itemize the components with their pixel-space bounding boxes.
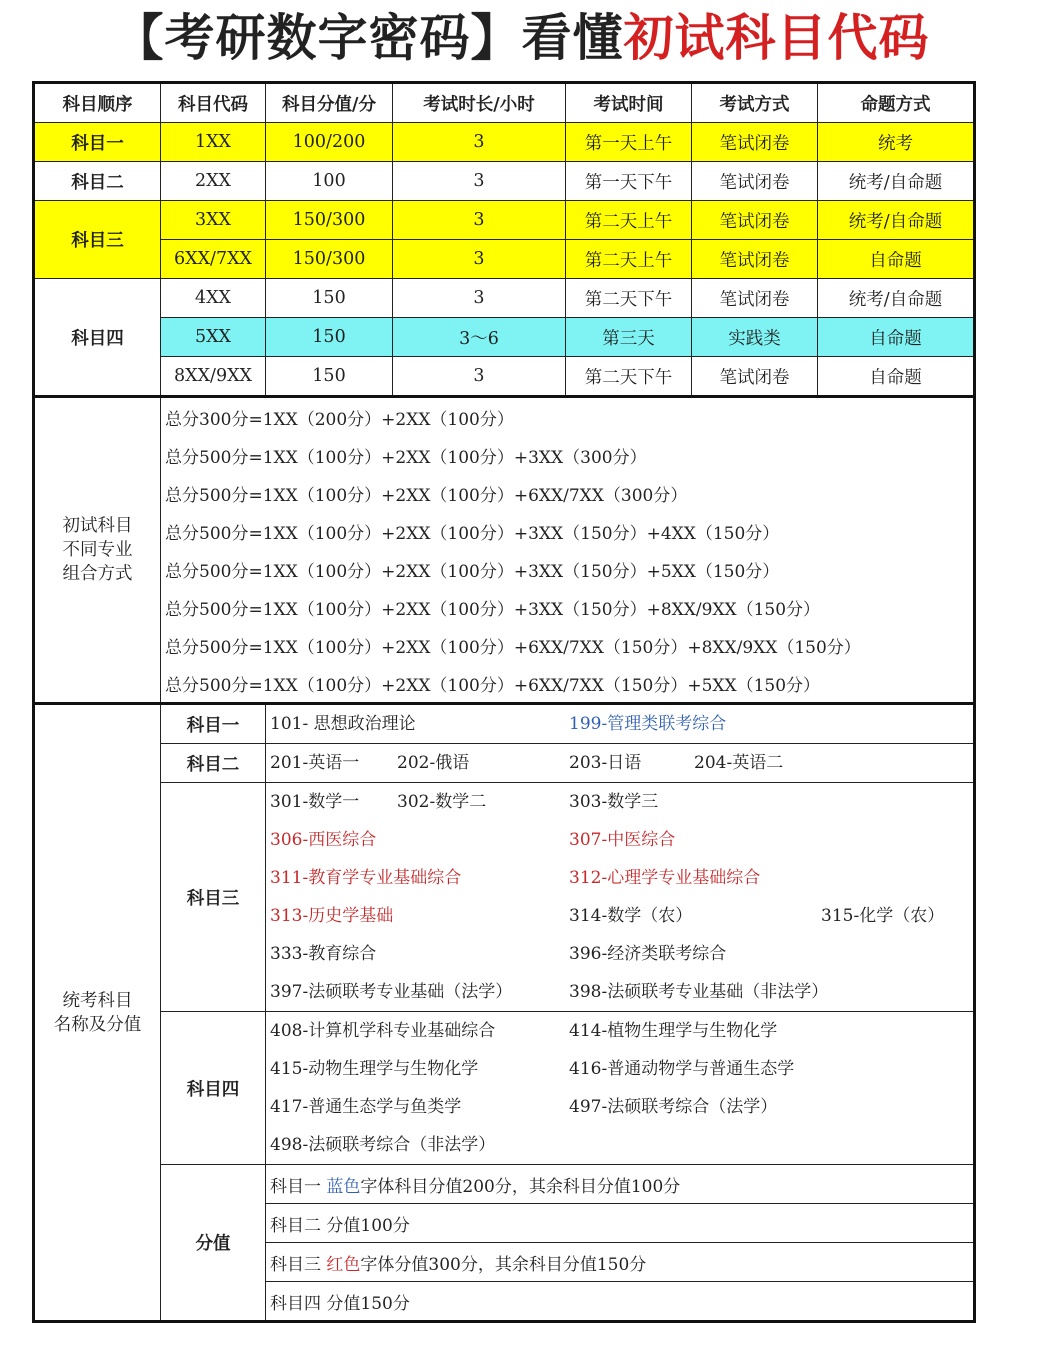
title-prefix: 【考研数字密码】看懂 — [113, 9, 624, 67]
subject-time: 第一天下午 — [566, 162, 692, 201]
combo-row — [34, 588, 975, 626]
header-time: 考试时间 — [566, 83, 692, 123]
exam-code-table — [32, 81, 976, 1323]
subject-code: 8XX/9XX — [161, 357, 266, 397]
course-item: 333-教育综合 — [270, 944, 377, 964]
subject-code: 5XX — [161, 318, 266, 357]
page-title — [0, 6, 1043, 70]
combo-item: 总分500分=1XX（100分）+2XX（100分）+6XX/7XX（150分）+8XX/9XX（150分） — [161, 626, 975, 664]
subject-duration: 3～6 — [393, 318, 566, 357]
unified-row — [34, 783, 975, 822]
unified-s3-row — [266, 897, 975, 935]
subject-duration: 3 — [393, 279, 566, 318]
unified-s3-row — [266, 973, 975, 1012]
unified-s1-label: 科目一 — [161, 704, 266, 744]
subject-proposition: 自命题 — [818, 318, 975, 357]
unified-s3-label: 科目三 — [161, 783, 266, 1012]
subject-mode: 笔试闭卷 — [692, 201, 818, 240]
subject-time: 第二天上午 — [566, 201, 692, 240]
course-item: 315-化学（农） — [821, 906, 945, 926]
score-row: 科目三 红色字体分值300分，其余科目分值150分 — [266, 1243, 975, 1282]
subject-code: 6XX/7XX — [161, 240, 266, 279]
unified-s4-row — [266, 1050, 975, 1088]
unified-s2-content — [266, 744, 975, 783]
table-row — [34, 201, 975, 240]
subject-code: 2XX — [161, 162, 266, 201]
subject-group: 科目一 — [34, 123, 161, 162]
unified-s3-row — [266, 821, 975, 859]
combo-row — [34, 626, 975, 664]
subject-group: 科目二 — [34, 162, 161, 201]
subject-code: 3XX — [161, 201, 266, 240]
subject-mode: 笔试闭卷 — [692, 357, 818, 397]
course-item: 498-法硕联考综合（非法学） — [270, 1135, 496, 1155]
unified-s3-row — [266, 859, 975, 897]
course-item: 202-俄语 — [397, 753, 470, 773]
table-header-row — [34, 83, 975, 123]
unified-row — [34, 704, 975, 744]
subject-proposition: 自命题 — [818, 357, 975, 397]
combo-item: 总分500分=1XX（100分）+2XX（100分）+6XX/7XX（300分） — [161, 474, 975, 512]
header-code: 科目代码 — [161, 83, 266, 123]
subject-duration: 3 — [393, 357, 566, 397]
subject-score: 150 — [266, 279, 393, 318]
subject-duration: 3 — [393, 240, 566, 279]
subject-proposition: 统考 — [818, 123, 975, 162]
course-item: 314-数学（农） — [569, 906, 693, 926]
subject-score: 150 — [266, 318, 393, 357]
course-item-red: 311-教育学专业基础综合 — [270, 868, 462, 888]
header-proposition: 命题方式 — [818, 83, 975, 123]
course-item: 101- 思想政治理论 — [270, 714, 416, 734]
subject-code: 1XX — [161, 123, 266, 162]
subject-time: 第二天下午 — [566, 279, 692, 318]
subject-time: 第二天上午 — [566, 240, 692, 279]
score-row: 科目二 分值100分 — [266, 1204, 975, 1243]
unified-s2-label: 科目二 — [161, 744, 266, 783]
combo-item: 总分300分=1XX（200分）+2XX（100分） — [161, 397, 975, 437]
unified-label: 统考科目 名称及分值 — [34, 704, 161, 1322]
course-item: 301-数学一 — [270, 792, 360, 812]
subject-score: 100/200 — [266, 123, 393, 162]
course-item: 302-数学二 — [397, 792, 487, 812]
combo-row — [34, 512, 975, 550]
course-item: 416-普通动物学与普通生态学 — [569, 1059, 795, 1079]
combo-item: 总分500分=1XX（100分）+2XX（100分）+3XX（300分） — [161, 436, 975, 474]
combo-row — [34, 550, 975, 588]
course-item: 201-英语一 — [270, 753, 360, 773]
course-item: 417-普通生态学与鱼类学 — [270, 1097, 462, 1117]
course-item-red: 307-中医综合 — [569, 830, 676, 850]
subject-time: 第一天上午 — [566, 123, 692, 162]
course-item: 396-经济类联考综合 — [569, 944, 727, 964]
course-item: 414-植物生理学与生物化学 — [569, 1021, 778, 1041]
course-item-blue: 199-管理类联考综合 — [569, 714, 727, 734]
course-item-red: 312-心理学专业基础综合 — [569, 868, 761, 888]
combo-row — [34, 474, 975, 512]
blue-word: 蓝色 — [326, 1176, 361, 1197]
combo-row — [34, 436, 975, 474]
subject-duration: 3 — [393, 201, 566, 240]
unified-s3-row — [266, 783, 975, 822]
course-item-red: 306-西医综合 — [270, 830, 377, 850]
subject-proposition: 统考/自命题 — [818, 279, 975, 318]
unified-s4-row — [266, 1126, 975, 1165]
subject-proposition: 统考/自命题 — [818, 201, 975, 240]
header-duration: 考试时长/小时 — [393, 83, 566, 123]
table-row — [34, 240, 975, 279]
course-item: 203-日语 — [569, 753, 642, 773]
subject-score: 150/300 — [266, 201, 393, 240]
header-order: 科目顺序 — [34, 83, 161, 123]
subject-time: 第三天 — [566, 318, 692, 357]
subject-code: 4XX — [161, 279, 266, 318]
header-mode: 考试方式 — [692, 83, 818, 123]
score-row: 科目四 分值150分 — [266, 1282, 975, 1322]
course-item: 303-数学三 — [569, 792, 659, 812]
score-label: 分值 — [161, 1165, 266, 1322]
unified-row — [34, 1012, 975, 1051]
table-row — [34, 162, 975, 201]
course-item: 398-法硕联考专业基础（非法学） — [569, 982, 829, 1002]
subject-score: 100 — [266, 162, 393, 201]
combo-item: 总分500分=1XX（100分）+2XX（100分）+3XX（150分）+5XX（150分） — [161, 550, 975, 588]
subject-group: 科目四 — [34, 279, 161, 397]
course-item: 415-动物生理学与生物化学 — [270, 1059, 479, 1079]
subject-time: 第二天下午 — [566, 357, 692, 397]
combo-item: 总分500分=1XX（100分）+2XX（100分）+3XX（150分）+4XX（150分） — [161, 512, 975, 550]
subject-proposition: 统考/自命题 — [818, 162, 975, 201]
subject-mode: 笔试闭卷 — [692, 162, 818, 201]
subject-proposition: 自命题 — [818, 240, 975, 279]
subject-duration: 3 — [393, 162, 566, 201]
course-item: 204-英语二 — [694, 753, 784, 773]
subject-score: 150/300 — [266, 240, 393, 279]
table-row — [34, 123, 975, 162]
table-row — [34, 357, 975, 397]
unified-s4-row — [266, 1088, 975, 1126]
subject-mode: 笔试闭卷 — [692, 240, 818, 279]
unified-s4-row — [266, 1012, 975, 1051]
combo-item: 总分500分=1XX（100分）+2XX（100分）+6XX/7XX（150分）+5XX（150分） — [161, 664, 975, 704]
unified-s1-content — [266, 704, 975, 744]
unified-row — [34, 1165, 975, 1204]
course-item: 397-法硕联考专业基础（法学） — [270, 982, 513, 1002]
title-highlight: 初试科目代码 — [623, 9, 930, 67]
combo-item: 总分500分=1XX（100分）+2XX（100分）+3XX（150分）+8XX/9XX（150分） — [161, 588, 975, 626]
red-word: 红色 — [326, 1254, 361, 1275]
subject-mode: 笔试闭卷 — [692, 279, 818, 318]
combo-label: 初试科目 不同专业 组合方式 — [34, 397, 161, 704]
subject-duration: 3 — [393, 123, 566, 162]
table-row — [34, 318, 975, 357]
subject-group: 科目三 — [34, 201, 161, 279]
unified-s4-label: 科目四 — [161, 1012, 266, 1165]
subject-mode: 实践类 — [692, 318, 818, 357]
course-item-red: 313-历史学基础 — [270, 906, 394, 926]
unified-s3-row — [266, 935, 975, 973]
unified-row — [34, 744, 975, 783]
score-row: 科目一 蓝色字体科目分值200分，其余科目分值100分 — [266, 1165, 975, 1204]
subject-mode: 笔试闭卷 — [692, 123, 818, 162]
table-row — [34, 279, 975, 318]
header-score: 科目分值/分 — [266, 83, 393, 123]
course-item: 408-计算机学科专业基础综合 — [270, 1021, 496, 1041]
combo-row — [34, 397, 975, 437]
course-item: 497-法硕联考综合（法学） — [569, 1097, 778, 1117]
combo-row — [34, 664, 975, 704]
subject-score: 150 — [266, 357, 393, 397]
